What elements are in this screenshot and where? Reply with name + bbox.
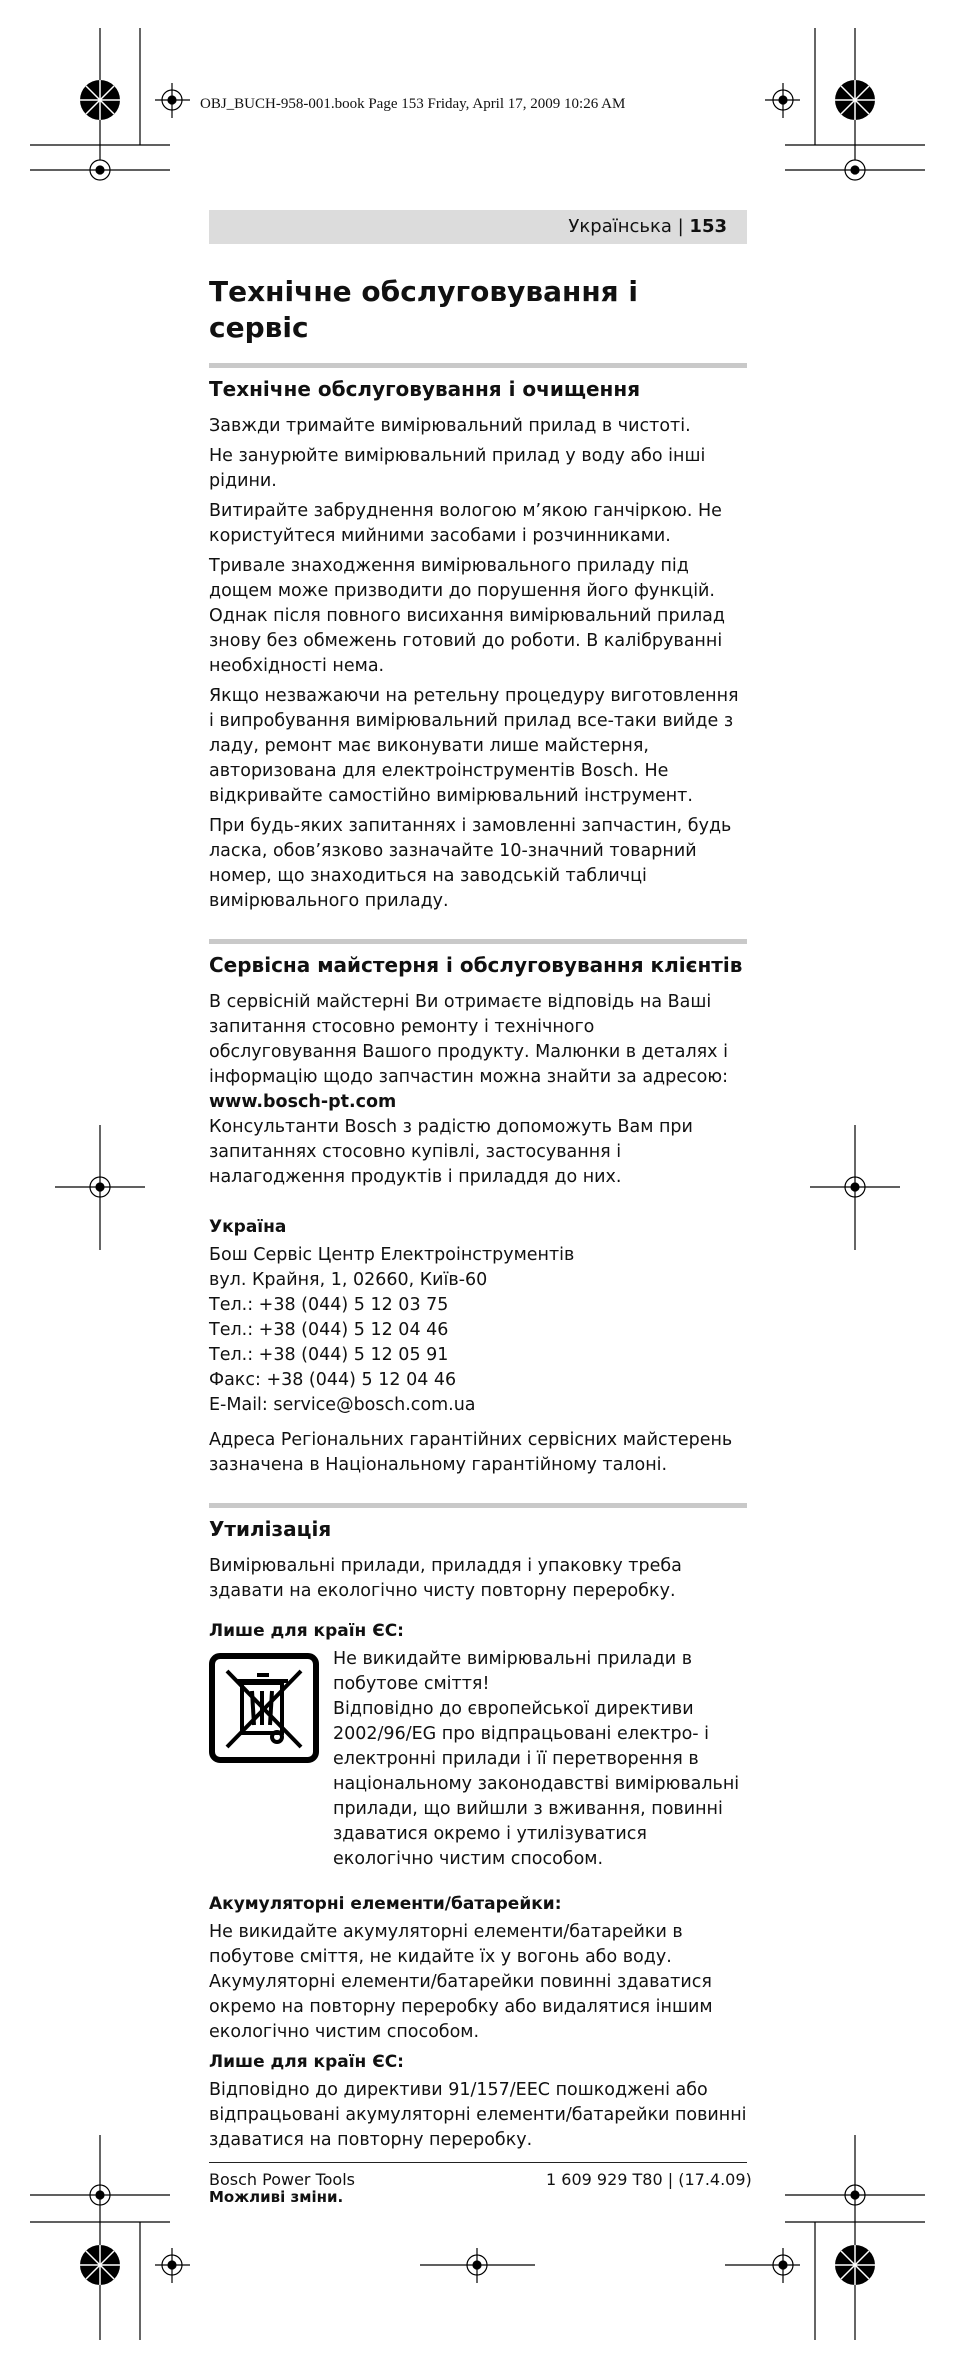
email-line: E-Mail: service@bosch.com.ua <box>209 1394 476 1415</box>
section-divider <box>209 1503 747 1508</box>
footer-brand: Bosch Power Tools <box>209 2170 355 2189</box>
fax-line: Факс: +38 (044) 5 12 04 46 <box>209 1369 457 1390</box>
paragraph: Якщо незважаючи на ретельну процедуру виготовлення і випробування вимірювальний прилад все-таки вийде з ладу, ремонт має виконувати лише майстерня, авторизована для електроінструментів Bosch. Не відкривайте самостійно вимірювальний інструмент. <box>209 685 739 806</box>
recycle-text <box>333 1647 747 1872</box>
address-line: Бош Сервіс Центр Електроінструментів <box>209 1244 575 1265</box>
website-link[interactable]: www.bosch-pt.com <box>209 1091 397 1112</box>
paragraph: В сервісній майстерні Ви отримаєте відповідь на Ваші запитання стосовно ремонту і технічного обслуговування Вашого продукту. Малюнки в деталях і інформацію щодо запчастин можна знайти за адресою: <box>209 991 728 1087</box>
paragraph: Адреса Регіональних гарантійних сервісних майстерень зазначена в Національному гарантійному талоні. <box>209 1429 733 1475</box>
paragraph: Вимірювальні прилади, приладдя і упаковку треба здавати на екологічно чисту повторну переробку. <box>209 1555 682 1601</box>
paragraph: Витирайте забруднення вологою м’якою ганчіркою. Не користуйтеся мийними засобами і розчинниками. <box>209 500 722 546</box>
paragraph: Не викидайте вимірювальні прилади в побутове сміття! <box>333 1648 693 1694</box>
battery-heading: Акумуляторні елементи/батарейки: <box>209 1893 562 1914</box>
section-heading-maintenance: Технічне обслуговування і очищення <box>209 376 641 401</box>
page-content <box>209 274 752 2206</box>
paragraph: Не занурюйте вимірювальний прилад у воду або інші рідини. <box>209 445 706 491</box>
phone-line: Тел.: +38 (044) 5 12 04 46 <box>209 1319 449 1340</box>
section-divider <box>209 939 747 944</box>
address-line: вул. Крайня, 1, 02660, Київ-60 <box>209 1269 488 1290</box>
changes-note: Можливі зміни. <box>209 2187 344 2206</box>
recycle-notice <box>209 1647 747 1872</box>
paragraph: Консультанти Bosch з радістю допоможуть Вам при запитаннях стосовно купівлі, застосування і налагодження продуктів і приладдя до них. <box>209 1116 693 1187</box>
paragraph: При будь-яких запитаннях і замовленні запчастин, будь ласка, обов’язково зазначайте 10-значний товарний номер, що знаходиться на заводській табличці вимірювального приладу. <box>209 815 732 911</box>
footer-divider <box>209 2162 747 2163</box>
section-heading-disposal: Утилізація <box>209 1516 332 1541</box>
page-header-text <box>568 216 727 237</box>
country-heading: Україна <box>209 1216 287 1237</box>
phone-line: Тел.: +38 (044) 5 12 05 91 <box>209 1344 449 1365</box>
phone-line: Тел.: +38 (044) 5 12 03 75 <box>209 1294 449 1315</box>
print-header: OBJ_BUCH-958-001.book Page 153 Friday, April 17, 2009 10:26 AM <box>200 96 626 112</box>
paragraph: Відповідно до європейської директиви 2002/96/EG про відпрацьовані електро- і електронні прилади і її перетворення в національному законодавстві вимірювальні прилади, що вийшли з вживання, повинні здаватися окремо і утилізуватися екологічно чистим способом. <box>333 1698 740 1869</box>
paragraph: Відповідно до директиви 91/157/ЕЕС пошкоджені або відпрацьовані акумуляторні елементи/батарейки повинні здаватися на повторну переробку. <box>209 2079 747 2150</box>
footer-doc-number: 1 609 929 T80 | (17.4.09) <box>546 2170 752 2189</box>
page-title: Технічне обслуговування і сервіс <box>209 275 639 345</box>
paragraph: Тривале знаходження вимірювального приладу під дощем може призводити до порушення його функцій. Однак після повного висихання вимірювальний прилад знову без обмежень готовий до роботи. В калібруванні необхідності нема. <box>209 555 725 676</box>
page-number: 153 <box>689 216 727 237</box>
page-separator: | <box>671 216 690 237</box>
paragraph: Завжди тримайте вимірювальний прилад в чистоті. <box>209 415 691 436</box>
section-divider <box>209 363 747 368</box>
language-label: Українська <box>568 216 672 237</box>
section-heading-service: Сервісна майстерня і обслуговування клієнтів <box>209 952 743 977</box>
eu-only-label: Лише для країн ЄС: <box>209 2051 404 2072</box>
eu-only-label: Лише для країн ЄС: <box>209 1620 404 1641</box>
paragraph: Не викидайте акумуляторні елементи/батарейки в побутове сміття, не кидайте їх у вогонь або воду. Акумуляторні елементи/батарейки повинні здаватися окремо на повторну переробку або видалятися іншим екологічно чистим способом. <box>209 1921 713 2042</box>
page-header-bar <box>209 210 747 244</box>
